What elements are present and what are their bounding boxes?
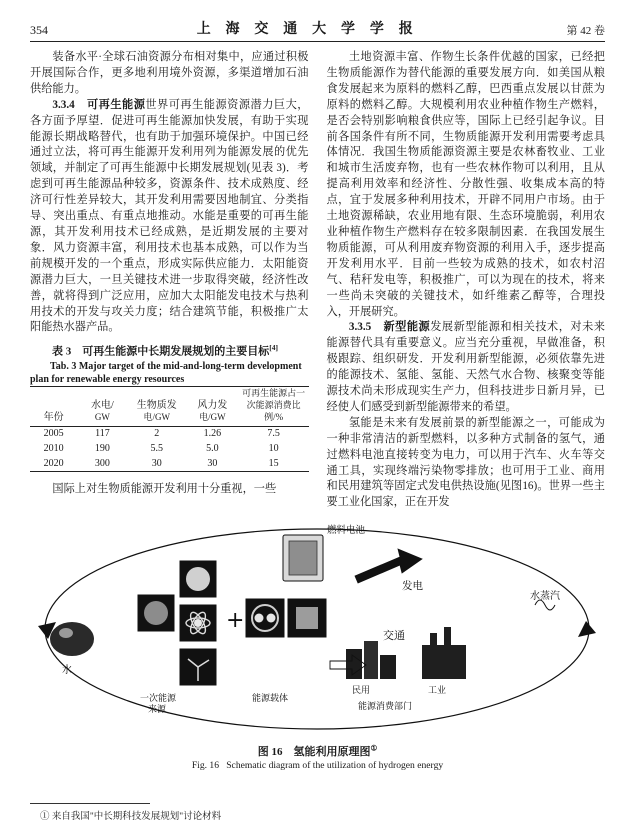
cycle-arrow-right — [578, 621, 596, 637]
figure-caption-cn — [30, 743, 605, 759]
cell-share: 10 — [268, 443, 279, 454]
table-row — [30, 426, 309, 441]
primary-source-label-l1: 一次能源 — [140, 694, 177, 705]
table-caption-en-label: Tab. 3 — [50, 360, 77, 372]
figure-caption-cn-sup: ① — [370, 743, 378, 753]
atom-1 — [255, 614, 264, 623]
table-caption-en-line1: Major target of the mid-and-long-term development — [78, 360, 302, 372]
power-generation-label: 发电 — [402, 580, 423, 593]
section-3-3-5 — [327, 320, 606, 415]
table-caption-cn-sup: [4] — [269, 343, 278, 353]
water-icon — [50, 622, 94, 656]
cell-year: 2010 — [43, 443, 64, 454]
coal-icon — [144, 601, 168, 625]
col-head-share — [239, 386, 309, 426]
volume-label: 第 42 卷 — [566, 25, 605, 37]
hydrogen-energy-diagram — [30, 521, 605, 736]
cell-hydro: 117 — [95, 428, 110, 440]
col-head-biomass-l1: 生物质发 — [136, 400, 177, 412]
figure-caption-en-label: Fig. 16 — [191, 760, 220, 772]
factory-image — [422, 645, 466, 679]
footnote-divider — [30, 803, 150, 804]
table-3 — [30, 386, 309, 472]
cell-year: 2005 — [43, 428, 64, 440]
section-3-3-4-text: 世界可再生能源资源潜力巨大，各方面予厚望．促进可再生能源加快发展，有助于实现能源长期战略替代，也有助于加强环境保护。中国已经通过立法，将可再生能源开发利用列为能源发展的优先领域，并制定了可再生能源中长期发展规划(见表 3)．考虑到可再生能源品种较多，资源条件、技术成熟度、经济可行性差异较大，其开发利用需要因地制宜、分类指导、突出重点、有重点地推动。水能是重要的可再生能源，其开发利用技术已经成熟，是近期发展的主要对象．风力资源丰富，利用技术也基本成熟，可以作为当前规模开发的一个重点，形成实际供应能力．太阳能资源潜力巨大，一旦关键技术进一步取得突破，经济性改善，就将得到广泛应用，应加大太阳能发电技术与热利用技术的开发与攻关力度；结合建筑节能，积极推广太阳能热水器产品。 — [30, 98, 309, 334]
figure-caption-en — [30, 760, 605, 771]
building-civil-3 — [380, 655, 396, 679]
cell-biomass: 30 — [127, 456, 185, 471]
table-caption-en-line2: plan for renewable energy resources — [30, 373, 185, 385]
left-closing-note: 国际上对生物质能源开发利用十分重视，一些 — [52, 483, 277, 496]
col-head-hydro-unit: GW — [94, 411, 110, 422]
col-head-hydro — [77, 386, 127, 426]
water-highlight — [59, 628, 73, 638]
figure-16 — [30, 521, 605, 771]
col-head-biomass-unit: 电/GW — [143, 411, 170, 422]
consumer-sector-label: 能源消费部门 — [358, 702, 413, 713]
table-3-body — [30, 426, 309, 471]
nuclear-core-icon — [194, 619, 202, 627]
col-head-share-text: 可再生能源占一次能源消费比例/% — [242, 388, 306, 422]
factory-chimney-1 — [430, 633, 437, 647]
building-civil-2 — [364, 641, 378, 679]
cell-share: 7.5 — [267, 428, 280, 440]
page-header — [30, 18, 605, 42]
table-caption-cn-text: 表 3 可再生能源中长期发展规划的主要目标 — [52, 345, 270, 358]
cell-hydro: 300 — [77, 456, 127, 471]
figure-caption-en-text: Schematic diagram of the utilization of hydrogen energy — [226, 760, 444, 772]
civil-label: 民用 — [352, 686, 371, 697]
right-paragraph-1: 土地资源丰富、作物生长条件优越的国家，已经把生物质能源作为替代能源的重要发展方向．如美国从粮食发展起来为原料的燃料乙醇，巴西重点发展以甘蔗为原料的燃料乙醇。大规模利用农业种植作物生产燃料，是否会特别影响粮食供应等，国际上已经引起争议。目前各国条件有所不同，生物质能源开发利用需要考虑具体情况．我国生物质能源资源主要是农林畜牧业、工业和城市生活废弃物，也有一些农林作物可以利用，且从提高利用效率和经济性、分散性强、收集成本高的特点，宜于发展多种利用技术，开辟不同用户市场。由于土地资源稀缺，农业用地有限、生态环境脆弱，利用农业种植作物生产燃料存在较多限制因素．在我国发展生物质能源，可从利用废弃物资源的利用入手，逐步提高开发利用水平．目前一些较为成熟的技术，如农村沼气、秸秆发电等，积极推广，可以为现在的技术，将来一些尚未突破的关键技术，如纤维素乙醇等，合理投入，开展研究。 — [326, 51, 605, 318]
col-head-year: 年份 — [30, 386, 77, 426]
section-3-3-4 — [30, 98, 309, 337]
left-paragraph-1: 装备水平·全球石油资源分布相对集中，应通过积极开展国际合作，更多地利用境外资源，多渠道增加石油供给能力。 — [30, 51, 309, 95]
plus-sign: + — [226, 608, 245, 634]
cell-share: 15 — [239, 456, 309, 471]
cell-hydro: 190 — [94, 443, 110, 454]
fuel-cell-label: 燃料电池 — [327, 525, 366, 537]
table-caption-en — [30, 360, 309, 386]
arrow-to-generation — [355, 549, 422, 583]
figure-caption-cn-text: 图 16 氢能利用原理图 — [257, 746, 371, 759]
right-paragraph-hydrogen: 氢能是未来有发展前景的新型能源之一，可能成为一种非常清洁的新型燃料，以多种方式制备的氢气，通过燃料电池直接转变为电力，可以用于汽车、火车等交通工具，实现终端污染物零排放；也可用于工业、商用和民用建筑等固定式发电供热设施(见图16)。世界一些主要工业化国家，正在开发 — [326, 416, 605, 509]
transport-label: 交通 — [383, 629, 405, 643]
storage-tank-icon — [296, 607, 318, 629]
col-head-biomass — [127, 386, 185, 426]
page-number: 354 — [30, 23, 48, 37]
section-3-3-4-heading: 3.3.4 可再生能源 — [52, 98, 146, 111]
section-3-3-5-text: 发展新型能源和相关技术，对未来能源替代具有重要意义。应当充分重视，早做准备，积极跟踪、组织研发．开发利用新型能源，必须依靠先进的能源技术、氢能、氢能、天然气水合物、核聚变等能源技术尚未形成现实生产力，但科技进步日新月异，已经使人们感受到新型能源带来的希望。 — [326, 321, 605, 413]
right-column — [327, 50, 606, 511]
factory-chimney-2 — [444, 627, 451, 647]
cell-biomass: 5.5 — [150, 443, 163, 454]
journal-title: 上 海 交 通 大 学 学 报 — [196, 21, 418, 37]
body-columns — [30, 50, 605, 511]
footnote: ① 来自我国"中长期科技发展规划"讨论材料 — [40, 812, 222, 822]
table-3-block — [30, 343, 309, 472]
cell-year: 2020 — [30, 456, 77, 471]
table-caption-cn — [30, 343, 309, 360]
steam-label: 水蒸汽 — [530, 591, 560, 603]
atom-2 — [267, 614, 276, 623]
left-column — [30, 50, 309, 511]
water-label: 水 — [62, 665, 72, 677]
solar-icon — [186, 567, 210, 591]
cell-biomass: 2 — [154, 428, 160, 440]
building-civil-1 — [346, 649, 362, 679]
table-row — [30, 456, 309, 471]
col-head-hydro-l1: 水电/ — [91, 400, 114, 412]
primary-source-label-l2: 来源 — [148, 705, 167, 716]
section-3-3-5-heading: 3.3.5 新型能源 — [348, 321, 431, 334]
cell-wind: 30 — [186, 456, 239, 471]
col-head-wind-l1: 风力发 — [197, 400, 228, 412]
col-head-wind-unit: 电/GW — [199, 411, 226, 422]
cell-wind: 1.26 — [203, 428, 222, 440]
industry-label: 工业 — [428, 686, 447, 697]
carrier-label: 能源载体 — [252, 694, 289, 705]
table-row — [30, 442, 309, 457]
cell-wind: 5.0 — [206, 443, 219, 454]
col-head-wind — [186, 386, 239, 426]
fuel-cell-inner — [289, 541, 317, 575]
